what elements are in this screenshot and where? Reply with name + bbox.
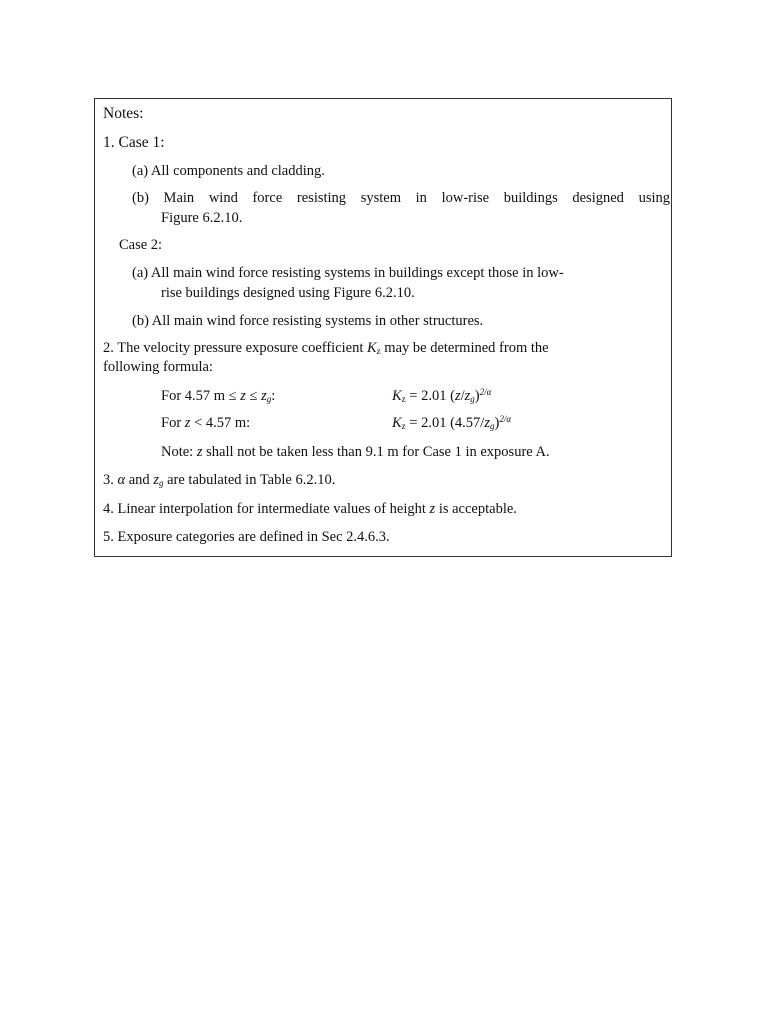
- note2-line2: following formula:: [103, 359, 213, 375]
- note5: 5. Exposure categories are defined in Sec 2.4.6.3.: [103, 529, 390, 545]
- case2-item-b: (b) All main wind force resisting systems in other structures.: [132, 313, 484, 329]
- formula2-expression: $K_z = 2.01$ $(4.57/z_g)^{2/\alpha}$: [392, 414, 512, 431]
- case2-heading: Case 2:: [119, 237, 163, 253]
- case1-item-b-line1: (b) Main wind force resisting system in low-rise buildings designed using: [132, 190, 670, 206]
- formula1-condition: For 4.57 $m \le z \le z_g$:: [161, 388, 276, 404]
- notes-box: [94, 98, 672, 557]
- case2-item-a-line1: (a) All main wind force resisting systems in buildings except those in low-: [132, 265, 564, 281]
- case1-item-b-line2: Figure 6.2.10.: [161, 210, 243, 226]
- case1-heading: 1. Case 1:: [103, 134, 165, 151]
- note3: 3. α and $z_g$ are tabulated in Table 6.2.10.: [103, 472, 336, 488]
- note4: 4. Linear interpolation for intermediate values of height z is acceptable.: [103, 501, 517, 517]
- formula2-condition: For z < 4.57 m:: [161, 415, 251, 431]
- case2-item-a-line2: rise buildings designed using Figure 6.2.10.: [161, 285, 415, 301]
- case1-item-a: (a) All components and cladding.: [132, 163, 325, 179]
- formula1-expression: $K_z = 2.01$ $(z/z_g)^{2/\alpha}$: [392, 387, 492, 404]
- notes-title: Notes:: [103, 105, 144, 122]
- formula-note: Note: z shall not be taken less than 9.1 m for Case 1 in exposure A.: [161, 444, 550, 460]
- note2-line1: 2. The velocity pressure exposure coefficient $K_z$ may be determined from the: [103, 340, 549, 356]
